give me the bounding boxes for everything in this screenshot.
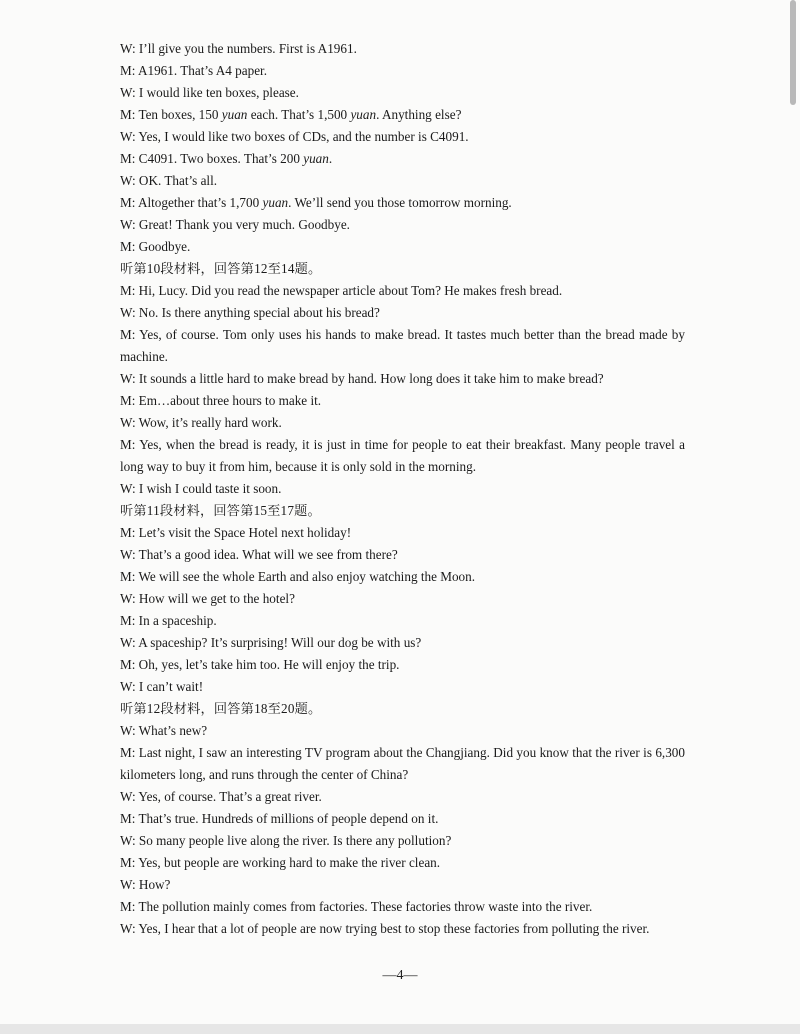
dialogue-line: W: It sounds a little hard to make bread by hand. How long does it take him to make bread? <box>120 371 604 386</box>
page-bottom-edge <box>0 1024 800 1034</box>
dialogue-line: M: We will see the whole Earth and also enjoy watching the Moon. <box>120 569 476 584</box>
text-segment: M: Ten boxes, 150 <box>120 107 222 122</box>
text-segment: . <box>328 151 333 166</box>
dialogue-line: M: Last night, I saw an interesting TV program about the Changjiang. Did you know that the river is 6,300 kilometers long, and runs through the center of China? <box>120 745 685 782</box>
dialogue-line: W: A spaceship? It’s surprising! Will our dog be with us? <box>120 635 422 650</box>
section-heading: 听第10段材料，回答第12至14题。 <box>120 261 322 276</box>
dialogue-line: W: So many people live along the river. Is there any pollution? <box>120 833 452 848</box>
transcript-body <box>120 38 685 940</box>
italic-term: yuan <box>350 107 377 122</box>
dialogue-line: W: I’ll give you the numbers. First is A1961. <box>120 41 357 56</box>
dialogue-line: W: I would like ten boxes, please. <box>120 85 299 100</box>
dialogue-line: M: Let’s visit the Space Hotel next holiday! <box>120 525 352 540</box>
dialogue-line: M: That’s true. Hundreds of millions of people depend on it. <box>120 811 439 826</box>
dialogue-line: M: In a spaceship. <box>120 613 217 628</box>
dialogue-line: W: Wow, it’s really hard work. <box>120 415 282 430</box>
dialogue-line: M: Yes, of course. Tom only uses his hands to make bread. It tastes much better than the bread made by machine. <box>120 327 685 364</box>
dialogue-line: M: The pollution mainly comes from factories. These factories throw waste into the river. <box>120 899 593 914</box>
text-segment: each. That’s 1,500 <box>247 107 351 122</box>
dialogue-line: W: How? <box>120 877 171 892</box>
dialogue-line: W: OK. That’s all. <box>120 173 218 188</box>
text-segment: M: Altogether that’s 1,700 <box>120 195 263 210</box>
dialogue-line: W: What’s new? <box>120 723 208 738</box>
text-segment: M: C4091. Two boxes. That’s 200 <box>120 151 304 166</box>
dialogue-line: M: Yes, when the bread is ready, it is just in time for people to eat their breakfast. Many people travel a long way to buy it from him, because it is only sold in the morning. <box>120 437 685 474</box>
italic-term: yuan <box>262 195 289 210</box>
section-heading: 听第11段材料，回答第15至17题。 <box>120 503 321 518</box>
dialogue-line <box>120 192 685 214</box>
dialogue-line: M: Hi, Lucy. Did you read the newspaper article about Tom? He makes fresh bread. <box>120 283 563 298</box>
dialogue-line: W: That’s a good idea. What will we see from there? <box>120 547 398 562</box>
page-number: —4— <box>382 968 418 983</box>
dialogue-line <box>120 104 685 126</box>
dialogue-line: M: Yes, but people are working hard to make the river clean. <box>120 855 441 870</box>
dialogue-line: M: A1961. That’s A4 paper. <box>120 63 268 78</box>
dialogue-line: M: Oh, yes, let’s take him too. He will enjoy the trip. <box>120 657 400 672</box>
dialogue-line: M: Goodbye. <box>120 239 191 254</box>
dialogue-line: W: Yes, I would like two boxes of CDs, and the number is C4091. <box>120 129 469 144</box>
italic-term: yuan <box>221 107 248 122</box>
dialogue-line: W: Yes, of course. That’s a great river. <box>120 789 322 804</box>
dialogue-line: M: Em…about three hours to make it. <box>120 393 322 408</box>
dialogue-line <box>120 148 685 170</box>
text-segment: . Anything else? <box>376 107 462 122</box>
italic-term: yuan <box>303 151 329 166</box>
dialogue-line: W: I wish I could taste it soon. <box>120 481 282 496</box>
dialogue-line: W: How will we get to the hotel? <box>120 591 295 606</box>
dialogue-line: W: Yes, I hear that a lot of people are now trying best to stop these factories from polluting the river. <box>120 921 650 936</box>
scrollbar-thumb[interactable] <box>790 0 796 105</box>
dialogue-line: W: No. Is there anything special about his bread? <box>120 305 380 320</box>
text-segment: . We’ll send you those tomorrow morning. <box>288 195 512 210</box>
section-heading: 听第12段材料，回答第18至20题。 <box>120 701 322 716</box>
dialogue-line: W: Great! Thank you very much. Goodbye. <box>120 217 350 232</box>
dialogue-line: W: I can’t wait! <box>120 679 204 694</box>
